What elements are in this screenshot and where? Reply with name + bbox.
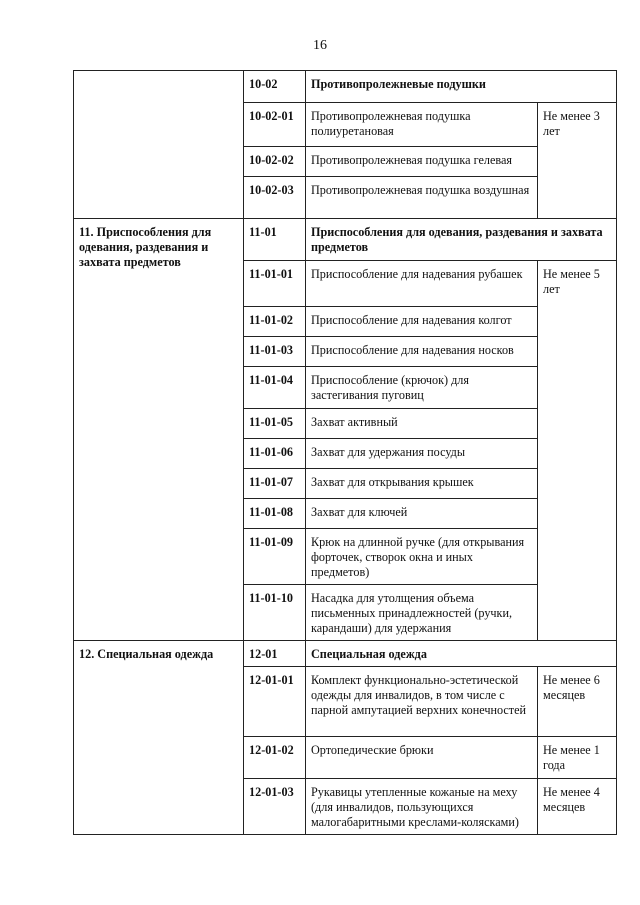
item-name: Приспособление для надевания рубашек (306, 261, 538, 307)
item-name: Противопролежневая подушка воздушная (306, 177, 538, 219)
item-code: 11-01 (244, 219, 306, 261)
group-name: Приспособления для одевания, раздевания и захвата предметов (306, 219, 617, 261)
term-cell: Не менее 4 месяцев (538, 779, 617, 835)
term-cell: Не менее 6 месяцев (538, 667, 617, 737)
item-code: 11-01-02 (244, 307, 306, 337)
item-code: 12-01-03 (244, 779, 306, 835)
group-name: Специальная одежда (306, 641, 617, 667)
item-name: Комплект функционально-эстетической одежды для инвалидов, в том числе с парной ампутацией верхних конечностей (306, 667, 538, 737)
item-name: Рукавицы утепленные кожаные на меху (для инвалидов, пользующихся малогабаритными креслами-колясками) (306, 779, 538, 835)
item-code: 11-01-04 (244, 367, 306, 409)
table-row (74, 641, 617, 667)
item-code: 11-01-07 (244, 469, 306, 499)
item-name: Противопролежневая подушка полиуретановая (306, 103, 538, 147)
item-name: Приспособление (крючок) для застегивания пуговиц (306, 367, 538, 409)
item-name: Захват для ключей (306, 499, 538, 529)
category-cell: 11. Приспособления для одевания, раздевания и захвата предметов (74, 219, 244, 641)
item-name: Крюк на длинной ручке (для открывания форточек, створок окна и иных предметов) (306, 529, 538, 585)
item-code: 12-01-01 (244, 667, 306, 737)
item-code: 10-02-03 (244, 177, 306, 219)
item-code: 11-01-10 (244, 585, 306, 641)
item-name: Приспособление для надевания колгот (306, 307, 538, 337)
term-cell: Не менее 3 лет (538, 103, 617, 219)
item-code: 10-02-01 (244, 103, 306, 147)
page-number: 16 (313, 38, 327, 53)
item-code: 11-01-06 (244, 439, 306, 469)
item-code: 12-01 (244, 641, 306, 667)
item-code: 10-02 (244, 71, 306, 103)
item-code: 11-01-08 (244, 499, 306, 529)
category-cell: 12. Специальная одежда (74, 641, 244, 835)
term-cell: Не менее 5 лет (538, 261, 617, 641)
item-code: 12-01-02 (244, 737, 306, 779)
item-code: 10-02-02 (244, 147, 306, 177)
item-name: Противопролежневая подушка гелевая (306, 147, 538, 177)
item-name: Захват для открывания крышек (306, 469, 538, 499)
item-name: Ортопедические брюки (306, 737, 538, 779)
category-cell (74, 71, 244, 219)
item-name: Захват для удержания посуды (306, 439, 538, 469)
rehab-means-table (73, 70, 617, 835)
item-name: Захват активный (306, 409, 538, 439)
item-name: Приспособление для надевания носков (306, 337, 538, 367)
item-code: 11-01-01 (244, 261, 306, 307)
table-row (74, 219, 617, 261)
table-row (74, 71, 617, 103)
item-code: 11-01-09 (244, 529, 306, 585)
group-name: Противопролежневые подушки (306, 71, 617, 103)
term-cell: Не менее 1 года (538, 737, 617, 779)
item-code: 11-01-05 (244, 409, 306, 439)
item-code: 11-01-03 (244, 337, 306, 367)
item-name: Насадка для утолщения объема письменных принадлежностей (ручки, карандаши) для удержания (306, 585, 538, 641)
